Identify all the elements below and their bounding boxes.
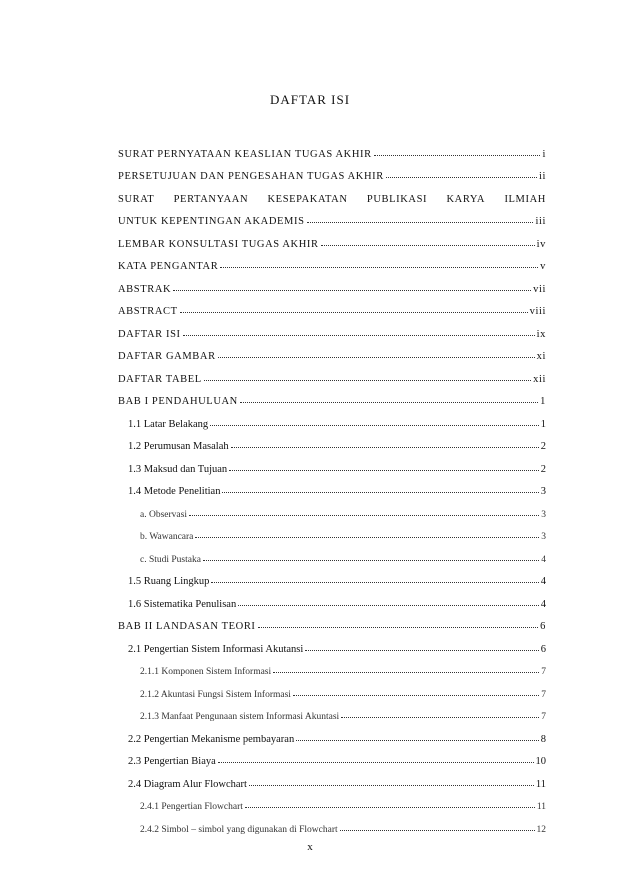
toc-entry — [118, 610, 546, 633]
toc-entry-label: DAFTAR GAMBAR — [118, 351, 216, 362]
dot-leader — [210, 425, 539, 426]
toc-entry-page: viii — [529, 306, 546, 317]
toc-entry — [118, 137, 546, 160]
dot-leader — [307, 222, 534, 223]
toc-entry-page: 10 — [535, 756, 546, 767]
toc-entry-label: 2.1 Pengertian Sistem Informasi Akutansi — [128, 643, 304, 655]
toc-entry-page: 4 — [540, 598, 546, 610]
toc-entry — [118, 205, 546, 228]
toc-entry — [118, 250, 546, 273]
toc-entry-label: 2.2 Pengertian Mekanisme pembayaran — [128, 733, 295, 745]
toc-entry-label: ABSTRACT — [118, 306, 178, 317]
dot-leader — [195, 537, 539, 538]
toc-entry — [118, 160, 546, 183]
toc-entry-page: iv — [536, 238, 546, 250]
toc-entry-label: 2.1.2 Akuntasi Fungsi Sistem Informasi — [140, 689, 291, 700]
dot-leader — [305, 650, 538, 651]
toc-entry — [118, 812, 546, 835]
toc-entry-page: 3 — [541, 509, 546, 520]
dot-leader — [341, 717, 539, 718]
toc-entry-page: 6 — [540, 643, 546, 655]
dot-leader — [173, 290, 531, 291]
toc-entry-word: PERTANYAAN — [173, 193, 249, 205]
toc-entry-label: a. Observasi — [140, 509, 187, 520]
toc-entry-page: ix — [536, 328, 546, 340]
toc-entry-label: 1.3 Maksud dan Tujuan — [128, 463, 228, 475]
dot-leader — [211, 582, 538, 583]
dot-leader — [249, 785, 534, 786]
toc-entry — [118, 587, 546, 610]
dot-leader — [189, 515, 539, 516]
dot-leader — [340, 830, 535, 831]
toc-entry-label: 2.4.2 Simbol – simbol yang digunakan di Flowchart — [140, 824, 338, 835]
toc-entry-page: 1 — [540, 396, 546, 407]
toc-entry-word: KESEPAKATAN — [267, 193, 348, 205]
dot-leader — [374, 155, 541, 156]
toc-entry-label: c. Studi Pustaka — [140, 554, 201, 565]
toc-entry-label: 2.1.1 Komponen Sistem Informasi — [140, 667, 272, 677]
toc-entry-page: xii — [533, 373, 546, 385]
toc-entry-line — [118, 182, 546, 205]
toc-entry-page: 11 — [536, 802, 546, 812]
toc-entry-page: 6 — [540, 621, 546, 632]
table-of-contents — [118, 137, 546, 835]
dot-leader — [218, 762, 534, 763]
dot-leader — [240, 402, 538, 403]
toc-entry-page: 8 — [540, 733, 546, 745]
toc-entry-page: 12 — [536, 824, 546, 835]
toc-entry-page: 4 — [541, 554, 546, 565]
toc-entry — [118, 340, 546, 363]
toc-entry-label: 1.6 Sistematika Penulisan — [128, 598, 237, 610]
toc-entry-page: xi — [536, 351, 546, 362]
toc-entry-page: 4 — [540, 576, 546, 587]
toc-entry-label: KATA PENGANTAR — [118, 261, 219, 272]
page-title: DAFTAR ISI — [269, 92, 351, 107]
toc-entry — [118, 407, 546, 430]
dot-leader — [218, 357, 535, 358]
dot-leader — [220, 267, 538, 268]
toc-entry-page: 3 — [540, 486, 546, 497]
toc-entry-word: ILMIAH — [504, 193, 546, 205]
dot-leader — [296, 740, 539, 741]
page-number: x — [307, 841, 313, 853]
dot-leader — [258, 627, 539, 628]
toc-entry — [118, 430, 546, 453]
toc-entry-label: 1.4 Metode Penelitian — [128, 486, 221, 497]
toc-entry — [118, 227, 546, 250]
dot-leader — [180, 312, 528, 313]
dot-leader — [293, 695, 539, 696]
toc-entry — [118, 497, 546, 520]
toc-entry — [118, 677, 546, 700]
dot-leader — [273, 672, 539, 673]
toc-entry — [118, 767, 546, 790]
toc-entry-label: 2.4.1 Pengertian Flowchart — [140, 802, 243, 812]
dot-leader — [321, 245, 535, 246]
dot-leader — [183, 335, 535, 336]
toc-entry — [118, 520, 546, 543]
toc-entry-page: 1 — [540, 418, 546, 430]
toc-entry-page: 3 — [541, 532, 546, 542]
dot-leader — [204, 380, 531, 381]
toc-entry — [118, 295, 546, 318]
toc-entry-label: 2.1.3 Manfaat Pengunaan sistem Informasi Akuntasi — [140, 712, 340, 722]
toc-entry — [118, 632, 546, 655]
toc-entry-page: 2 — [540, 463, 546, 475]
toc-entry — [118, 565, 546, 588]
toc-entry-label: BAB II LANDASAN TEORI — [118, 621, 256, 632]
dot-leader — [229, 470, 539, 471]
toc-entry-label: b. Wawancara — [140, 532, 194, 542]
toc-entry-label: ABSTRAK — [118, 283, 172, 295]
toc-entry — [118, 700, 546, 723]
toc-entry-label: PERSETUJUAN DAN PENGESAHAN TUGAS AKHIR — [118, 171, 384, 182]
toc-entry-page: 7 — [541, 689, 546, 700]
toc-entry-label: SURAT PERNYATAAN KEASLIAN TUGAS AKHIR — [118, 148, 372, 160]
toc-entry — [118, 452, 546, 475]
toc-entry-label: 2.4 Diagram Alur Flowchart — [128, 778, 247, 790]
dot-leader — [386, 177, 537, 178]
toc-entry-word: SURAT — [118, 193, 155, 205]
toc-entry-page: ii — [538, 171, 546, 182]
dot-leader — [231, 447, 539, 448]
toc-entry — [118, 655, 546, 678]
toc-entry-label: 1.2 Perumusan Masalah — [128, 441, 229, 452]
toc-entry-page: iii — [535, 216, 546, 227]
toc-entry-page: i — [542, 148, 546, 160]
toc-entry — [118, 542, 546, 565]
toc-entry-page: 2 — [540, 441, 546, 452]
dot-leader — [222, 492, 538, 493]
toc-entry — [118, 385, 546, 408]
toc-entry-page: vii — [533, 283, 546, 295]
toc-entry-label: DAFTAR TABEL — [118, 373, 202, 385]
toc-entry — [118, 272, 546, 295]
dot-leader — [245, 807, 535, 808]
toc-entry-page: 11 — [535, 778, 546, 790]
toc-entry-label: UNTUK KEPENTINGAN AKADEMIS — [118, 216, 305, 227]
toc-entry-label: 1.1 Latar Belakang — [128, 418, 209, 430]
toc-entry — [118, 722, 546, 745]
toc-entry-word: KARYA — [446, 193, 486, 205]
toc-entry-label: BAB I PENDAHULUAN — [118, 396, 238, 407]
toc-entry-page: 7 — [541, 712, 546, 722]
toc-entry-label: DAFTAR ISI — [118, 328, 181, 340]
toc-entry-word: PUBLIKASI — [366, 193, 428, 205]
toc-entry-label: 2.3 Pengertian Biaya — [128, 756, 216, 767]
toc-entry — [118, 790, 546, 813]
dot-leader — [238, 605, 539, 606]
toc-entry-page: 7 — [541, 667, 546, 677]
toc-entry — [118, 475, 546, 498]
dot-leader — [203, 560, 539, 561]
toc-entry-label: 1.5 Ruang Lingkup — [128, 576, 210, 587]
toc-entry-page: v — [540, 261, 546, 272]
toc-entry — [118, 745, 546, 768]
toc-entry — [118, 362, 546, 385]
toc-entry-label: LEMBAR KONSULTASI TUGAS AKHIR — [118, 238, 319, 250]
toc-entry — [118, 317, 546, 340]
